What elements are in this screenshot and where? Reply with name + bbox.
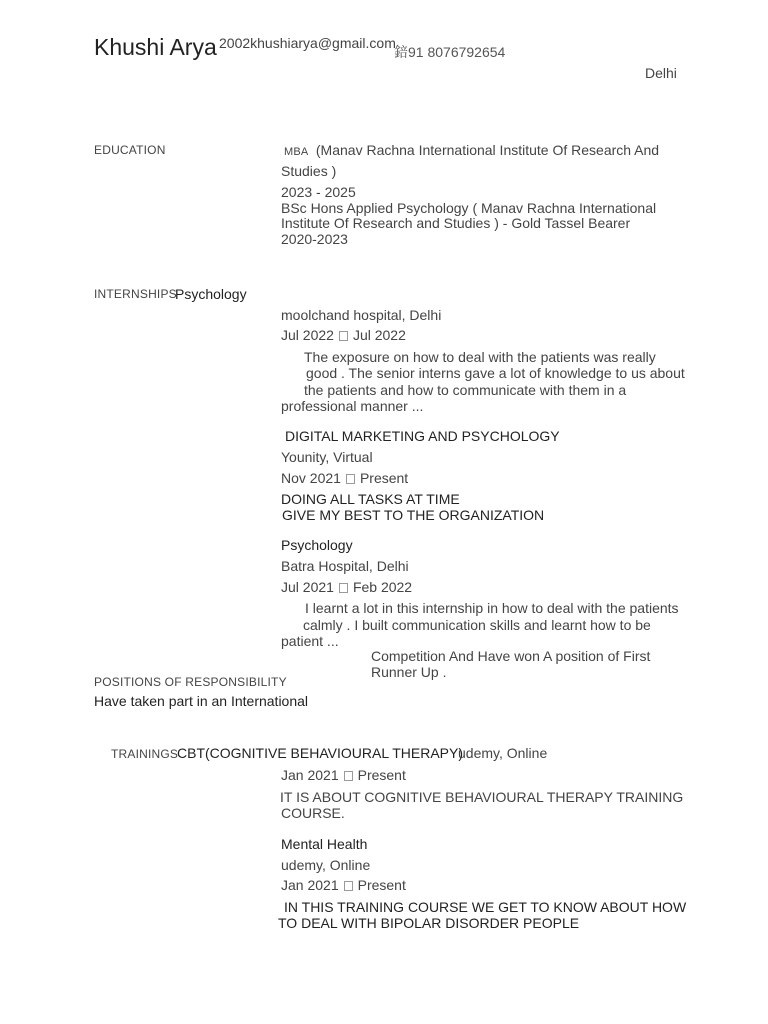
- email-text: 2002khushiarya@gmail.com: [219, 35, 396, 51]
- mba-entry: [284, 142, 659, 160]
- internship-3-end: Feb 2022: [352, 579, 413, 595]
- date-separator-icon: [339, 583, 348, 593]
- internship-3-desc-line: patient ...: [281, 633, 339, 649]
- internship-1-org: moolchand hospital, Delhi: [281, 307, 442, 323]
- bsc-line2: Institute Of Research and Studies ) - Gold Tassel Bearer: [281, 215, 631, 231]
- internship-1-desc-line: professional manner ...: [281, 398, 424, 414]
- internship-3-title: Psychology: [281, 537, 353, 553]
- date-separator-icon: [339, 331, 348, 341]
- internship-1-start: Jul 2022: [281, 327, 334, 343]
- position-text-line: Competition And Have won A position of First: [371, 648, 651, 664]
- training-2-title: Mental Health: [281, 836, 368, 852]
- bsc-years: 2020-2023: [281, 231, 348, 247]
- internship-1-dates: [281, 327, 406, 343]
- internship-2-desc-line: DOING ALL TASKS AT TIME: [281, 491, 460, 507]
- internship-2-desc-line: GIVE MY BEST TO THE ORGANIZATION: [282, 507, 545, 523]
- internship-2-start: Nov 2021: [281, 470, 341, 486]
- internship-2-dates: [281, 470, 408, 486]
- training-1-desc-line: COURSE.: [281, 805, 345, 821]
- education-heading: EDUCATION: [94, 143, 166, 157]
- training-1-title: CBT(COGNITIVE BEHAVIOURAL THERAPY): [177, 745, 464, 761]
- bsc-line1: BSc Hons Applied Psychology ( Manav Rachna International: [281, 200, 657, 216]
- internship-3-org: Batra Hospital, Delhi: [281, 558, 409, 574]
- training-2-end: Present: [357, 877, 406, 893]
- mba-years: 2023 - 2025: [281, 184, 356, 200]
- internship-1-desc-line: The exposure on how to deal with the patients was really: [304, 349, 656, 365]
- candidate-name: Khushi Arya: [94, 34, 217, 60]
- training-1-org: udemy, Online: [458, 745, 548, 761]
- training-1-end: Present: [357, 767, 406, 783]
- location-text: Delhi: [645, 65, 677, 81]
- internship-3-desc-line: I learnt a lot in this internship in how to deal with the patients: [305, 600, 679, 616]
- mba-institute-line1: (Manav Rachna International Institute Of Research And: [315, 142, 660, 158]
- training-1-desc-line: IT IS ABOUT COGNITIVE BEHAVIOURAL THERAPY TRAINING: [280, 789, 684, 805]
- training-2-desc-line: IN THIS TRAINING COURSE WE GET TO KNOW ABOUT HOW: [284, 899, 687, 915]
- internship-3-start: Jul 2021: [281, 579, 334, 595]
- position-text-line: Runner Up .: [371, 664, 447, 680]
- internship-1-desc-line: good . The senior interns gave a lot of knowledge to us about: [306, 365, 685, 381]
- date-separator-icon: [344, 771, 353, 781]
- training-1-dates: [281, 767, 406, 783]
- mba-tag: MBA: [284, 146, 309, 158]
- internship-3-desc-line: calmly . I built communication skills and learnt how to be: [303, 617, 651, 633]
- internship-1-end: Jul 2022: [352, 327, 406, 343]
- date-separator-icon: [346, 474, 355, 484]
- internship-1-title: Psychology: [175, 286, 247, 302]
- internship-2-end: Present: [359, 470, 409, 486]
- trainings-heading: TRAININGS: [111, 747, 179, 761]
- training-2-org: udemy, Online: [281, 857, 371, 873]
- date-separator-icon: [344, 881, 353, 891]
- internship-3-dates: [281, 579, 412, 595]
- internship-1-desc-line: the patients and how to communicate with them in a: [304, 382, 627, 398]
- training-2-start: Jan 2021: [281, 877, 339, 893]
- internships-heading: INTERNSHIPS: [94, 287, 177, 301]
- mba-institute-line2: Studies ): [281, 163, 337, 179]
- training-1-start: Jan 2021: [281, 767, 339, 783]
- internship-2-org: Younity, Virtual: [281, 449, 373, 465]
- training-2-dates: [281, 877, 406, 893]
- positions-heading: POSITIONS OF RESPONSIBILITY: [94, 675, 287, 689]
- internship-2-title: DIGITAL MARKETING AND PSYCHOLOGY: [285, 428, 560, 444]
- position-text-line: Have taken part in an International: [94, 693, 309, 709]
- training-2-desc-line: TO DEAL WITH BIPOLAR DISORDER PEOPLE: [278, 915, 580, 931]
- phone-text: 錇91 8076792654: [394, 44, 506, 60]
